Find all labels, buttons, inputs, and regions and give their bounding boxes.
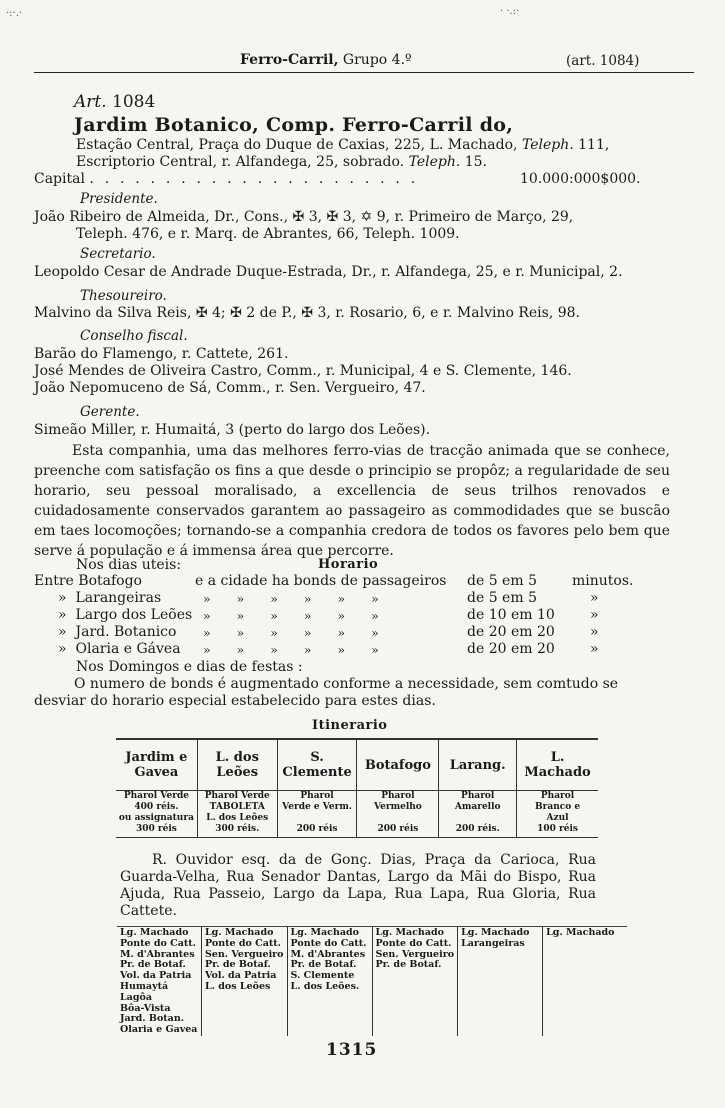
schedule-unit: »: [590, 607, 599, 623]
officer-line: Leopoldo Cesar de Andrade Duque-Estrada, Dr., r. Alfandega, 25, e r. Municipal, 2.: [34, 264, 623, 280]
itinerary-col-info: Pharol Vermelho 200 réis: [357, 791, 439, 838]
officer-line: João Ribeiro de Almeida, Dr., Cons., ✠ 3, ✠ 3, ✡ 9, r. Primeiro de Março, 29,: [34, 209, 574, 225]
capital-line: [34, 171, 418, 187]
scan-noise: ·:·.·: [6, 8, 23, 19]
itinerary-col-info: Pharol Branco e Azul 100 réis: [517, 791, 598, 838]
itinerary-col-info: Pharol Verde 400 réis. ou assignatura 300 réis: [116, 791, 197, 838]
holidays-note: desviar do horario especial estabelecido para estes dias.: [34, 693, 436, 709]
itinerary-col-header: Larang.: [439, 739, 517, 791]
itinerary-col-header: S. Clemente: [277, 739, 357, 791]
role-gerente: Gerente.: [80, 404, 140, 420]
article-label: [74, 92, 155, 112]
route-column: Lg. Machado Ponte do Catt. Sen. Vergueiro Pr. de Botaf.: [372, 927, 458, 1036]
running-header: [240, 52, 412, 68]
capital-label: Capital: [34, 171, 85, 187]
schedule-row: » Jard. Botanico: [58, 624, 177, 640]
schedule-unit: »: [590, 624, 599, 640]
role-thesoureiro: Thesoureiro.: [80, 288, 167, 304]
role-presidente: Presidente.: [80, 191, 158, 207]
schedule-frequency: de 20 em 20: [467, 624, 555, 640]
header-title-bold: Ferro-Carril,: [240, 52, 339, 68]
itinerary-heading: Itinerario: [312, 718, 388, 733]
office-line: [76, 154, 487, 170]
office-teleph-number: 15.: [464, 154, 488, 170]
schedule-heading: Horario: [318, 557, 379, 572]
header-rule: [34, 72, 694, 73]
itinerary-col-info: Pharol Verde e Verm. 200 réis: [277, 791, 357, 838]
officer-line: Malvino da Silva Reis, ✠ 4; ✠ 2 de P., ✠ 3, r. Rosario, 6, e r. Malvino Reis, 98.: [34, 305, 580, 321]
schedule-unit: minutos.: [572, 573, 634, 589]
schedule-unit: »: [590, 641, 599, 657]
header-title-rest: Grupo 4.º: [342, 52, 412, 68]
scan-noise: · ·.:·: [500, 6, 520, 17]
station-line: [76, 137, 609, 153]
officer-line: João Nepomuceno de Sá, Comm., r. Sen. Vergueiro, 47.: [34, 380, 426, 396]
station-address: Estação Central, Praça do Duque de Caxias, 225, L. Machado,: [76, 137, 518, 153]
itinerary-col-header: Jardim e Gavea: [116, 739, 197, 791]
schedule-frequency: de 5 em 5: [467, 573, 537, 589]
station-teleph-label: Teleph.: [521, 137, 574, 153]
schedule-unit: »: [590, 590, 599, 606]
itinerary-col-header: L. Machado: [517, 739, 598, 791]
itinerary-col-header: Botafogo: [357, 739, 439, 791]
schedule-row: Entre Botafogo: [34, 573, 142, 589]
itinerary-table: [116, 738, 598, 838]
itinerary-col-info: Pharol Amarello 200 réis.: [439, 791, 517, 838]
route-column: Lg. Machado Ponte do Catt. M. d'Abrantes Pr. de Botaf. Vol. da Patria Humaytá Lagôa Bôa-Vista Jard. Botan. Olaria e Gavea: [117, 927, 202, 1036]
officer-line: Teleph. 476, e r. Marq. de Abrantes, 66, Teleph. 1009.: [76, 226, 460, 242]
holidays-label: Nos Domingos e dias de festas :: [76, 659, 303, 675]
schedule-row-middle: e a cidade ha bonds de passageiros: [195, 573, 447, 589]
holidays-note: O numero de bonds é augmentado conforme a necessidade, sem comtudo se: [74, 676, 619, 692]
route-lists: [117, 926, 627, 1036]
route-column: Lg. Machado Ponte do Catt. M. d'Abrantes Pr. de Botaf. S. Clemente L. dos Leões.: [287, 927, 372, 1036]
schedule-row: » Larangeiras: [58, 590, 162, 606]
office-teleph-label: Teleph.: [408, 154, 461, 170]
schedule-frequency: de 20 em 20: [467, 641, 555, 657]
capital-dots: . . . . . . . . . . . . . . . . . . . . . .: [89, 171, 419, 187]
role-secretario: Secretario.: [80, 246, 156, 262]
route-column: Lg. Machado: [543, 927, 628, 1036]
route-column: Lg. Machado Larangeiras: [458, 927, 543, 1036]
company-description: Esta companhia, uma das melhores ferro-vias de tracção animada que se conhece, preenche com satisfação os fins a que desde o principio se propôz; a regularidade de seu horario, seu pessoal moralisado, a excellencia de seus trilhos renovados e cuidadosamente conservados garantem ao passageiro as commodidades que se buscão em taes locomoções; tornando-se a companhia credora de todos os favores pelo bem que serve á população e á immensa área que percorre.: [34, 443, 670, 559]
officer-line: José Mendes de Oliveira Castro, Comm., r. Municipal, 4 e S. Clemente, 146.: [34, 363, 572, 379]
capital-value: 10.000:000$000.: [520, 171, 641, 187]
role-conselho-fiscal: Conselho fiscal.: [80, 328, 188, 344]
itinerary-col-info: Pharol Verde TABOLETA L. dos Leões 300 réis.: [197, 791, 277, 838]
article-number: 1084: [112, 92, 156, 112]
itinerary-col-header: L. dos Leões: [197, 739, 277, 791]
schedule-row-middle: » » » » » »: [203, 608, 379, 623]
company-name: Jardim Botanico, Comp. Ferro-Carril do,: [74, 114, 514, 136]
schedule-row-middle: » » » » » »: [203, 642, 379, 657]
schedule-frequency: de 5 em 5: [467, 590, 537, 606]
page-number: 1315: [326, 1040, 378, 1060]
station-teleph-number: 111,: [578, 137, 610, 153]
header-article-ref: (art. 1084): [566, 53, 640, 69]
officer-line: Simeão Miller, r. Humaitá, 3 (perto do largo dos Leões).: [34, 422, 431, 438]
schedule-row-middle: » » » » » »: [203, 591, 379, 606]
schedule-row: » Largo dos Leões: [58, 607, 193, 623]
weekdays-label: Nos dias uteis:: [76, 557, 182, 573]
schedule-row-middle: » » » » » »: [203, 625, 379, 640]
schedule-frequency: de 10 em 10: [467, 607, 555, 623]
article-label-text: Art.: [74, 92, 107, 112]
itinerary-route-text: R. Ouvidor esq. da de Gonç. Dias, Praça da Carioca, Rua Guarda-Velha, Rua Senador Dantas, Largo da Mãi do Bispo, Rua Ajuda, Rua Passeio, Largo da Lapa, Rua Lapa, Rua Gloria, Rua Cattete.: [120, 852, 596, 919]
schedule-row: » Olaria e Gávea: [58, 641, 181, 657]
office-address: Escriptorio Central, r. Alfandega, 25, sobrado.: [76, 154, 405, 170]
officer-line: Barão do Flamengo, r. Cattete, 261.: [34, 346, 289, 362]
route-column: Lg. Machado Ponte do Catt. Sen. Vergueiro Pr. de Botaf. Vol. da Patria L. dos Leões: [202, 927, 288, 1036]
